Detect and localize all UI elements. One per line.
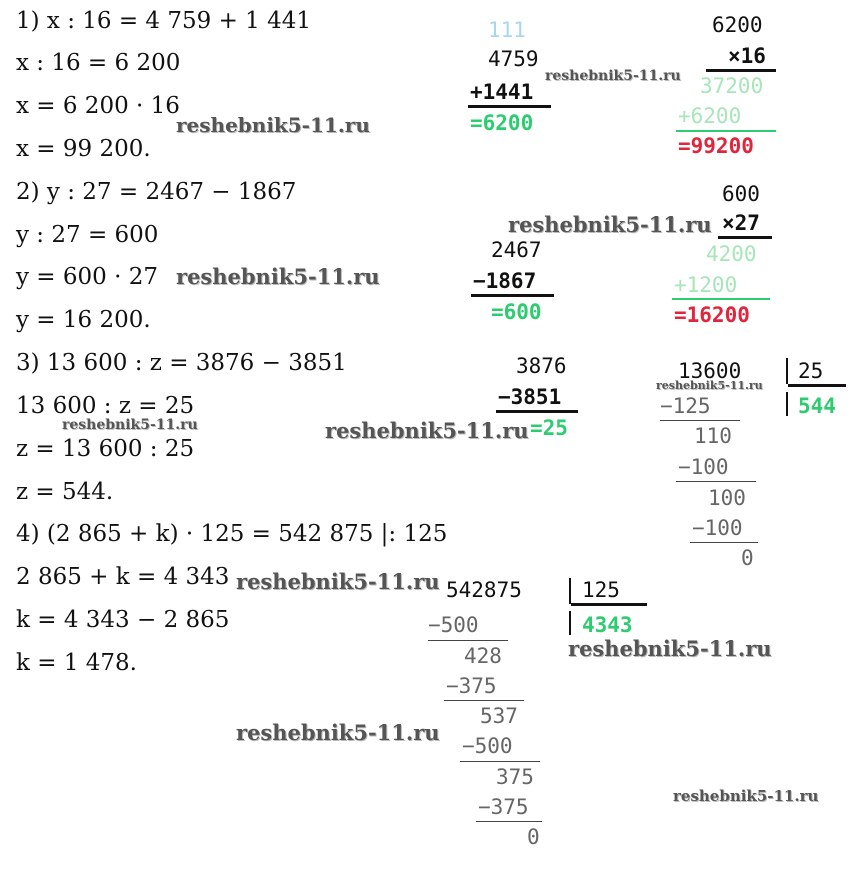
product-result: =99200: [678, 134, 754, 158]
partial-product-1: 37200: [700, 74, 764, 98]
difference-line: [471, 294, 554, 297]
watermark: reshebnik5-11.ru: [673, 787, 819, 805]
watermark: reshebnik5-11.ru: [176, 264, 380, 289]
equation-line: y : 27 = 600: [16, 222, 159, 248]
partial-product-2: +6200: [678, 104, 742, 128]
step-line: [444, 700, 524, 701]
equation-line: k = 1 478.: [16, 650, 137, 676]
step-line: [460, 761, 540, 762]
step-line: [428, 640, 508, 641]
partial-product-1: 4200: [706, 242, 757, 266]
watermark: reshebnik5-11.ru: [236, 720, 440, 745]
quotient: 4343: [582, 613, 633, 637]
subtrahend: −3851: [498, 385, 562, 409]
equation-line: z = 544.: [16, 479, 114, 505]
division-step: 0: [527, 825, 540, 849]
equation-line: 1) x : 16 = 4 759 + 1 441: [16, 8, 312, 34]
divisor-line: [571, 603, 647, 606]
watermark: reshebnik5-11.ru: [62, 417, 198, 433]
watermark: reshebnik5-11.ru: [656, 379, 763, 392]
watermark: reshebnik5-11.ru: [568, 636, 772, 661]
division-step: 428: [464, 644, 502, 668]
subtrahend: −1867: [473, 269, 537, 293]
difference-result: =25: [530, 416, 568, 440]
dividend: 542875: [446, 578, 522, 602]
product-line: [718, 236, 772, 239]
watermark: reshebnik5-11.ru: [545, 68, 681, 84]
equation-line: k = 4 343 − 2 865: [16, 607, 230, 633]
minuend: 3876: [516, 354, 567, 378]
product-result: =16200: [674, 303, 750, 327]
equation-line: 3) 13 600 : z = 3876 − 3851: [16, 350, 347, 376]
division-step: 537: [480, 704, 518, 728]
division-bar: [569, 578, 571, 604]
equation-line: 4) (2 865 + k) · 125 = 542 875 |: 125: [16, 521, 448, 547]
dividend: 13600: [678, 359, 742, 383]
division-step: −375: [478, 795, 529, 819]
division-step: −500: [428, 613, 479, 637]
equation-line: y = 600 · 27: [16, 264, 158, 290]
quotient-bar: [569, 611, 571, 635]
step-line: [676, 481, 756, 482]
division-step: −125: [660, 394, 711, 418]
division-step: −500: [462, 734, 513, 758]
equation-line: x : 16 = 6 200: [16, 50, 181, 76]
divisor: 25: [798, 359, 824, 383]
division-step: −375: [446, 674, 497, 698]
division-step: 110: [694, 424, 732, 448]
addend-2: +1441: [470, 80, 534, 104]
equation-line: 2 865 + k = 4 343: [16, 564, 230, 590]
multiplicand: 6200: [712, 13, 763, 37]
equation-line: z = 13 600 : 25: [16, 436, 195, 462]
divisor: 125: [582, 578, 620, 602]
step-line: [476, 821, 542, 822]
multiplicand: 600: [722, 182, 760, 206]
step-line: [660, 420, 740, 421]
division-step: −100: [678, 455, 729, 479]
equation-line: 13 600 : z = 25: [16, 393, 195, 419]
carry-digits: 111: [488, 18, 526, 42]
equation-line: x = 99 200.: [16, 136, 151, 162]
quotient-bar: [786, 392, 788, 416]
partial-sum-line: [672, 298, 770, 300]
partial-sum-line: [676, 130, 776, 132]
partial-product-2: +1200: [674, 273, 738, 297]
sum-result: =6200: [470, 111, 534, 135]
division-step: 100: [708, 486, 746, 510]
watermark: reshebnik5-11.ru: [236, 569, 440, 594]
multiplier: ×16: [728, 44, 766, 68]
divisor-line: [788, 384, 846, 387]
division-step: −100: [692, 516, 743, 540]
addend-1: 4759: [488, 47, 539, 71]
division-step: 0: [741, 546, 754, 570]
division-bar: [786, 358, 788, 384]
quotient: 544: [798, 394, 836, 418]
multiplier: ×27: [722, 211, 760, 235]
division-step: 375: [496, 765, 534, 789]
watermark: reshebnik5-11.ru: [325, 418, 529, 443]
watermark: reshebnik5-11.ru: [508, 212, 712, 237]
watermark: reshebnik5-11.ru: [176, 113, 370, 137]
sum-line: [468, 105, 551, 108]
difference-result: =600: [491, 300, 542, 324]
difference-line: [496, 410, 578, 413]
product-line: [706, 69, 776, 72]
step-line: [690, 542, 758, 543]
equation-line: y = 16 200.: [16, 307, 151, 333]
minuend: 2467: [491, 238, 542, 262]
equation-line: x = 6 200 · 16: [16, 93, 180, 119]
equation-line: 2) y : 27 = 2467 − 1867: [16, 179, 297, 205]
